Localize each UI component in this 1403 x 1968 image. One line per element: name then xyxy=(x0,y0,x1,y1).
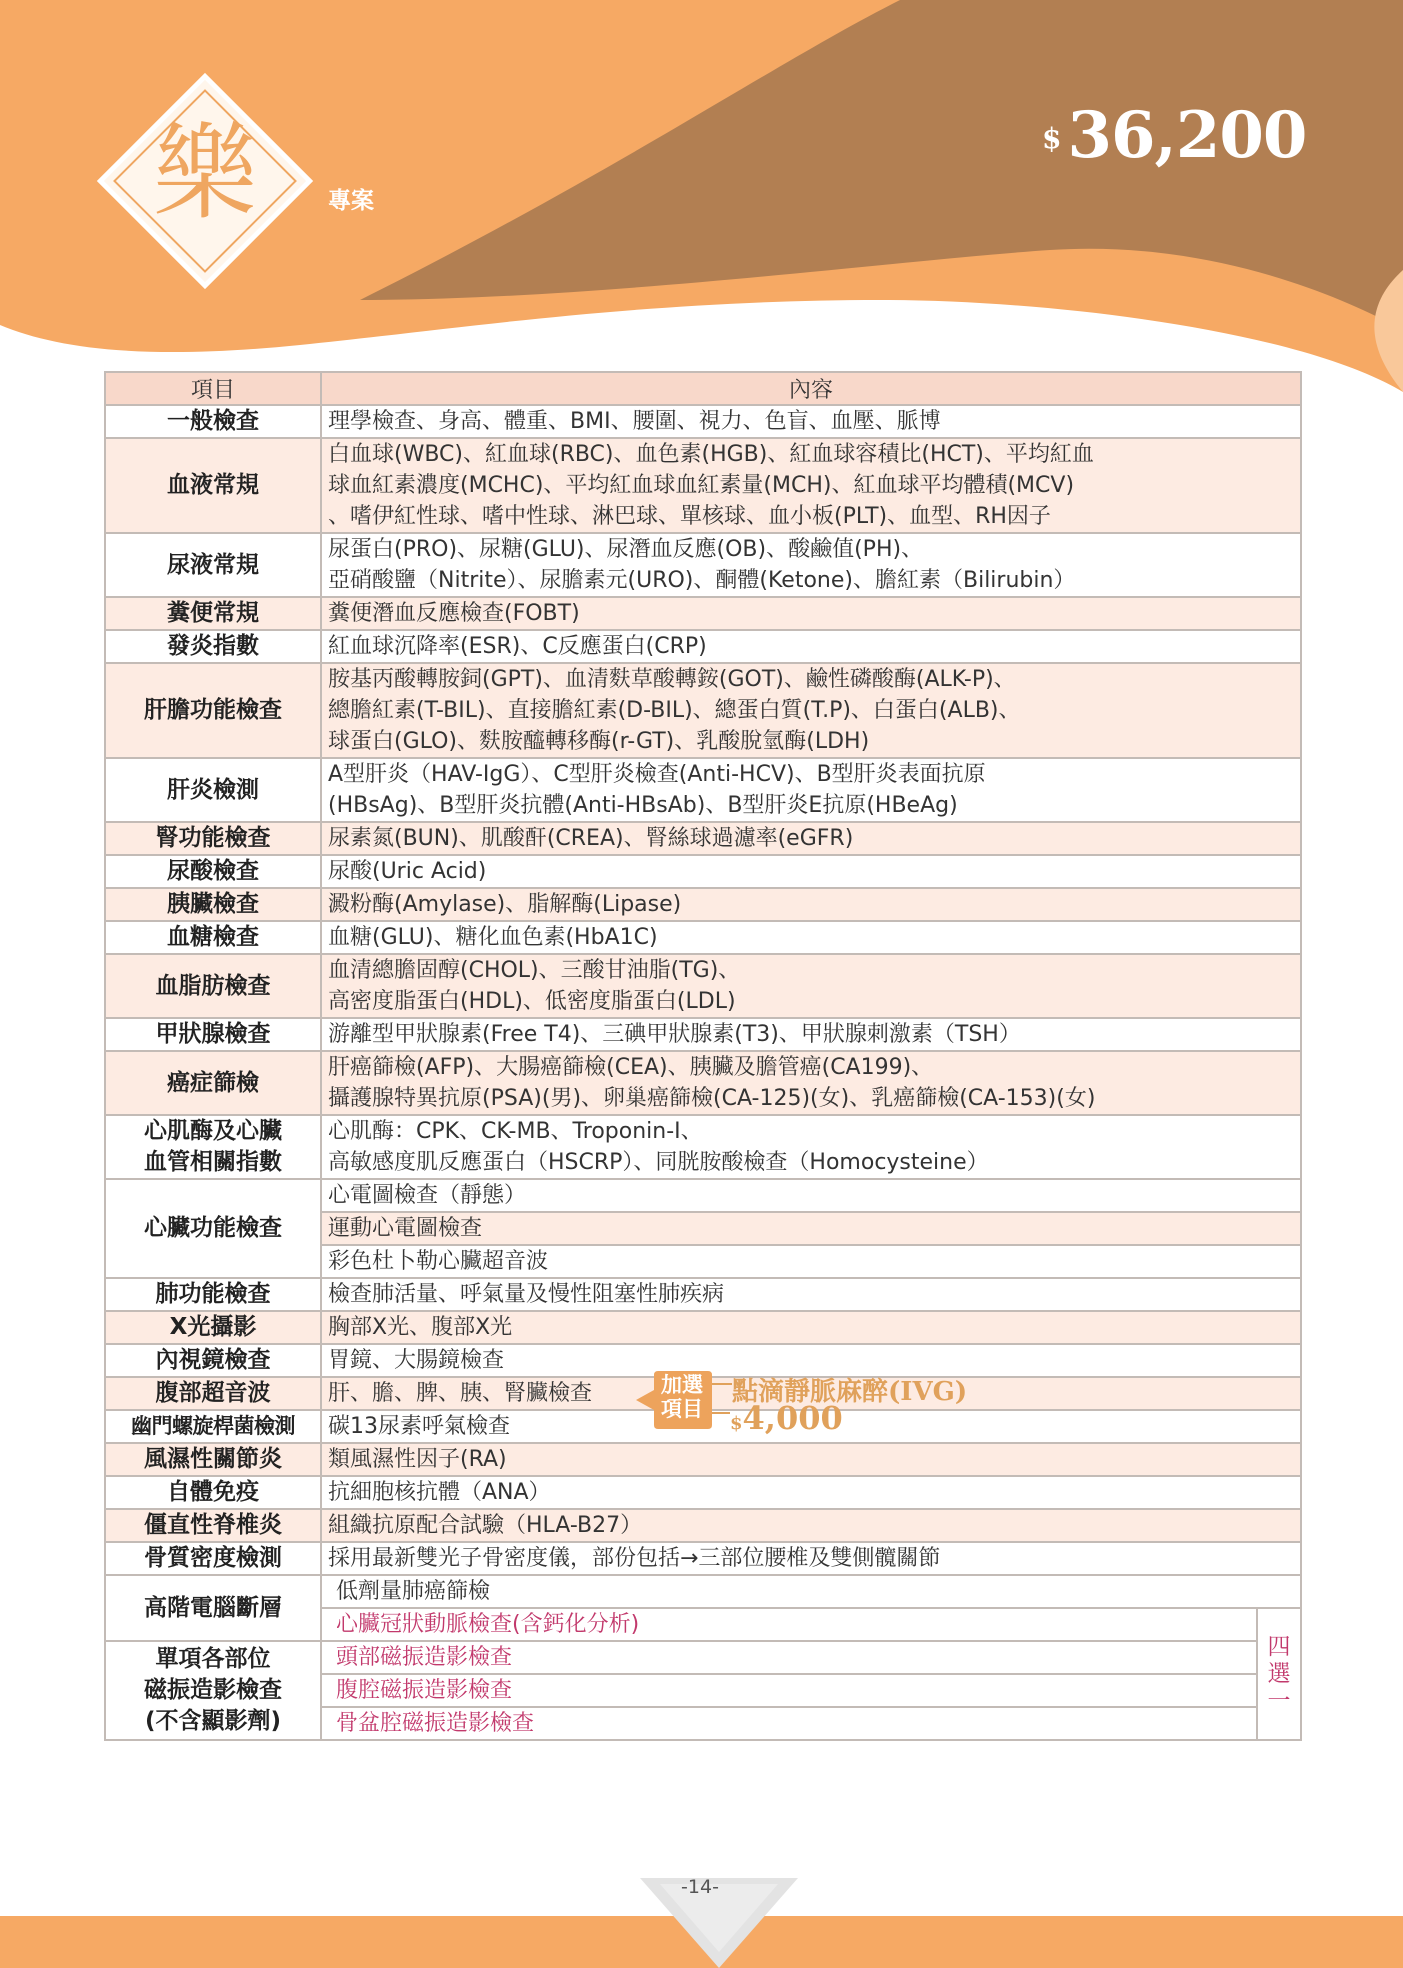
table-row xyxy=(105,921,1301,954)
item-detail: 心電圖檢查（靜態） xyxy=(321,1179,1301,1212)
item-category: 發炎指數 xyxy=(105,630,321,663)
item-category xyxy=(105,1641,321,1740)
item-category: 血脂肪檢查 xyxy=(105,954,321,1018)
item-category: 高階電腦斷層 xyxy=(105,1575,321,1641)
item-detail-line: 攝護腺特異抗原(PSA)(男)、卵巢癌篩檢(CA-125)(女)、乳癌篩檢(CA-153)(女) xyxy=(328,1086,1096,1111)
addon-price xyxy=(730,1399,843,1437)
item-category: 心臟功能檢查 xyxy=(105,1179,321,1278)
item-category: 腎功能檢查 xyxy=(105,822,321,855)
addon-badge-line: 項目 xyxy=(661,1396,703,1421)
item-category: X光攝影 xyxy=(105,1311,321,1344)
item-detail: 彩色杜卜勒心臟超音波 xyxy=(321,1245,1301,1278)
item-detail xyxy=(321,1115,1301,1179)
table-row xyxy=(105,438,1301,533)
item-detail-line: 碳13尿素呼氣檢查 xyxy=(328,1414,510,1439)
package-price xyxy=(1042,98,1306,173)
table-row xyxy=(105,405,1301,438)
item-detail-line: 胺基丙酸轉胺鉰(GPT)、血清麩草酸轉銨(GOT)、鹼性磷酸酶(ALK-P)、 xyxy=(328,667,1016,692)
item-category: 胰臟檢查 xyxy=(105,888,321,921)
item-detail-line: 亞硝酸鹽（Nitrite）、尿膽素元(URO)、酮體(Ketone)、膽紅素（Bilirubin） xyxy=(328,568,1076,593)
item-detail xyxy=(321,1542,1301,1575)
item-category: 糞便常規 xyxy=(105,597,321,630)
table-row xyxy=(105,1542,1301,1575)
item-detail xyxy=(321,1018,1301,1051)
table-row xyxy=(105,822,1301,855)
addon-badge-line: 加選 xyxy=(661,1372,703,1397)
table-row xyxy=(105,1051,1301,1115)
item-category: 甲狀腺檢查 xyxy=(105,1018,321,1051)
item-detail-line: 球血紅素濃度(MCHC)、平均紅血球血紅素量(MCH)、紅血球平均體積(MCV) xyxy=(328,473,1075,498)
table-row xyxy=(105,1179,1301,1212)
item-detail-line: 檢查肺活量、呼氣量及慢性阻塞性肺疾病 xyxy=(328,1282,725,1307)
item-detail-choice: 心臟冠狀動脈檢查(含鈣化分析) xyxy=(321,1608,1257,1641)
item-detail-line: 白血球(WBC)、紅血球(RBC)、血色素(HGB)、紅血球容積比(HCT)、平均紅血 xyxy=(328,442,1094,467)
item-detail-line: 心肌酶：CPK、CK-MB、Troponin-I、 xyxy=(328,1119,703,1144)
table-header-row xyxy=(105,372,1301,405)
item-detail-line: 肝、膽、脾、胰、腎臟檢查 xyxy=(328,1381,593,1406)
addon-price-currency: $ xyxy=(730,1413,743,1434)
table-row xyxy=(105,630,1301,663)
item-detail-line: 糞便潛血反應檢查(FOBT) xyxy=(328,601,580,626)
table-row xyxy=(105,1575,1301,1608)
table-row xyxy=(105,1311,1301,1344)
item-detail-line: 尿酸(Uric Acid) xyxy=(328,859,487,884)
item-category: 腹部超音波 xyxy=(105,1377,321,1410)
table-row xyxy=(105,1018,1301,1051)
item-detail xyxy=(321,630,1301,663)
plan-label: 專案 xyxy=(328,187,374,214)
item-detail-line: 抗細胞核抗體（ANA） xyxy=(328,1480,551,1505)
table-row xyxy=(105,888,1301,921)
choose-one-char: 選 xyxy=(1267,1660,1291,1687)
item-detail-line: 理學檢查、身高、體重、BMI、腰圍、視力、色盲、血壓、脈博 xyxy=(328,409,941,434)
item-detail-line: 採用最新雙光子骨密度儀，部份包括→三部位腰椎及雙側髖關節 xyxy=(328,1546,941,1571)
item-category: 內視鏡檢查 xyxy=(105,1344,321,1377)
item-detail: 低劑量肺癌篩檢 xyxy=(321,1575,1301,1608)
item-detail-line: 胃鏡、大腸鏡檢查 xyxy=(328,1348,505,1373)
item-detail xyxy=(321,1051,1301,1115)
item-detail xyxy=(321,1476,1301,1509)
item-category: 一般檢查 xyxy=(105,405,321,438)
item-category: 風濕性關節炎 xyxy=(105,1443,321,1476)
item-detail-line: A型肝炎（HAV-IgG）、C型肝炎檢查(Anti-HCV)、B型肝炎表面抗原 xyxy=(328,762,986,787)
choose-one-char: 一 xyxy=(1267,1687,1291,1714)
item-detail xyxy=(321,855,1301,888)
table-row xyxy=(105,855,1301,888)
item-category-line: 單項各部位 xyxy=(155,1646,271,1672)
page-number: -14- xyxy=(681,1876,719,1898)
item-detail-line: 高敏感度肌反應蛋白（HSCRP）、同胱胺酸檢查（Homocysteine） xyxy=(328,1150,989,1175)
table-row xyxy=(105,1509,1301,1542)
item-category: 骨質密度檢測 xyxy=(105,1542,321,1575)
item-detail-line: 高密度脂蛋白(HDL)、低密度脂蛋白(LDL) xyxy=(328,989,736,1014)
item-detail-line: 、嗜伊紅性球、嗜中性球、淋巴球、單核球、血小板(PLT)、血型、RH因子 xyxy=(328,504,1051,529)
item-detail-line: 紅血球沉降率(ESR)、C反應蛋白(CRP) xyxy=(328,634,707,659)
item-category: 尿液常規 xyxy=(105,533,321,597)
item-category-line: (不含顯影劑) xyxy=(144,1708,282,1734)
item-category-line: 心肌酶及心臟 xyxy=(144,1118,282,1144)
item-category: 肝炎檢測 xyxy=(105,758,321,822)
table-row xyxy=(105,533,1301,597)
item-category: 自體免疫 xyxy=(105,1476,321,1509)
item-category: 僵直性脊椎炎 xyxy=(105,1509,321,1542)
table-row xyxy=(105,954,1301,1018)
item-category: 癌症篩檢 xyxy=(105,1051,321,1115)
item-detail-line: 尿素氮(BUN)、肌酸酐(CREA)、腎絲球過濾率(eGFR) xyxy=(328,826,854,851)
item-detail-choice: 腹腔磁振造影檢查 xyxy=(321,1674,1257,1707)
item-detail xyxy=(321,663,1301,758)
item-detail-line: 組織抗原配合試驗（HLA-B27） xyxy=(328,1513,643,1538)
table-row xyxy=(105,1115,1301,1179)
table-row xyxy=(105,597,1301,630)
addon-title: 點滴靜脈麻醉(IVG) xyxy=(732,1377,968,1407)
item-detail-line: 胸部X光、腹部X光 xyxy=(328,1315,513,1340)
table-row xyxy=(105,663,1301,758)
header-content: 內容 xyxy=(321,372,1301,405)
table-row xyxy=(105,758,1301,822)
item-detail: 運動心電圖檢查 xyxy=(321,1212,1301,1245)
item-detail-choice: 骨盆腔磁振造影檢查 xyxy=(321,1707,1257,1740)
item-detail xyxy=(321,1443,1301,1476)
choose-one-text xyxy=(1267,1634,1291,1715)
item-detail xyxy=(321,888,1301,921)
item-category-line: 血管相關指數 xyxy=(144,1149,282,1175)
item-detail-line: 球蛋白(GLO)、麩胺醯轉移酶(r-GT)、乳酸脫氫酶(LDH) xyxy=(328,729,870,754)
item-detail xyxy=(321,438,1301,533)
item-detail xyxy=(321,597,1301,630)
item-detail-line: (HBsAg)、B型肝炎抗體(Anti-HBsAb)、B型肝炎E抗原(HBeAg) xyxy=(328,793,958,818)
price-currency: $ xyxy=(1042,122,1062,155)
item-category xyxy=(105,1115,321,1179)
item-category-line: 磁振造影檢查 xyxy=(144,1677,282,1703)
header-item: 項目 xyxy=(105,372,321,405)
addon-option xyxy=(636,1369,996,1437)
table-row xyxy=(105,1641,1301,1674)
addon-price-amount: 4,000 xyxy=(742,1399,843,1437)
item-detail-line: 血糖(GLU)、糖化血色素(HbA1C) xyxy=(328,925,658,950)
item-category: 血糖檢查 xyxy=(105,921,321,954)
choose-one-label xyxy=(1257,1608,1301,1740)
item-detail-choice: 頭部磁振造影檢查 xyxy=(321,1641,1257,1674)
table-row xyxy=(105,1443,1301,1476)
item-detail xyxy=(321,1311,1301,1344)
choose-one-char: 四 xyxy=(1267,1633,1291,1660)
item-category: 血液常規 xyxy=(105,438,321,533)
item-detail-line: 肝癌篩檢(AFP)、大腸癌篩檢(CEA)、胰臟及膽管癌(CA199)、 xyxy=(328,1055,934,1080)
item-detail-line: 游離型甲狀腺素(Free T4)、三碘甲狀腺素(T3)、甲狀腺刺激素（TSH） xyxy=(328,1022,1021,1047)
table-row xyxy=(105,1278,1301,1311)
item-detail-line: 澱粉酶(Amylase)、脂解酶(Lipase) xyxy=(328,892,682,917)
item-detail xyxy=(321,758,1301,822)
item-detail xyxy=(321,822,1301,855)
plan-logo-character: 樂 xyxy=(152,112,257,234)
exam-items-table xyxy=(104,371,1302,1741)
item-detail xyxy=(321,1509,1301,1542)
item-detail xyxy=(321,405,1301,438)
item-detail-line: 血清總膽固醇(CHOL)、三酸甘油脂(TG)、 xyxy=(328,958,741,983)
item-detail-line: 類風濕性因子(RA) xyxy=(328,1447,507,1472)
table-row xyxy=(105,1476,1301,1509)
item-category: 肺功能檢查 xyxy=(105,1278,321,1311)
item-detail xyxy=(321,533,1301,597)
item-detail-line: 尿蛋白(PRO)、尿糖(GLU)、尿潛血反應(OB)、酸鹼值(PH)、 xyxy=(328,537,924,562)
item-detail-line: 總膽紅素(T-BIL)、直接膽紅素(D-BIL)、總蛋白質(T.P)、白蛋白(ALB)、 xyxy=(328,698,1021,723)
item-category: 尿酸檢查 xyxy=(105,855,321,888)
item-detail xyxy=(321,1278,1301,1311)
item-detail xyxy=(321,921,1301,954)
price-amount: 36,200 xyxy=(1067,98,1307,173)
item-detail xyxy=(321,954,1301,1018)
item-category: 幽門螺旋桿菌檢測 xyxy=(105,1410,321,1443)
item-category: 肝膽功能檢查 xyxy=(105,663,321,758)
